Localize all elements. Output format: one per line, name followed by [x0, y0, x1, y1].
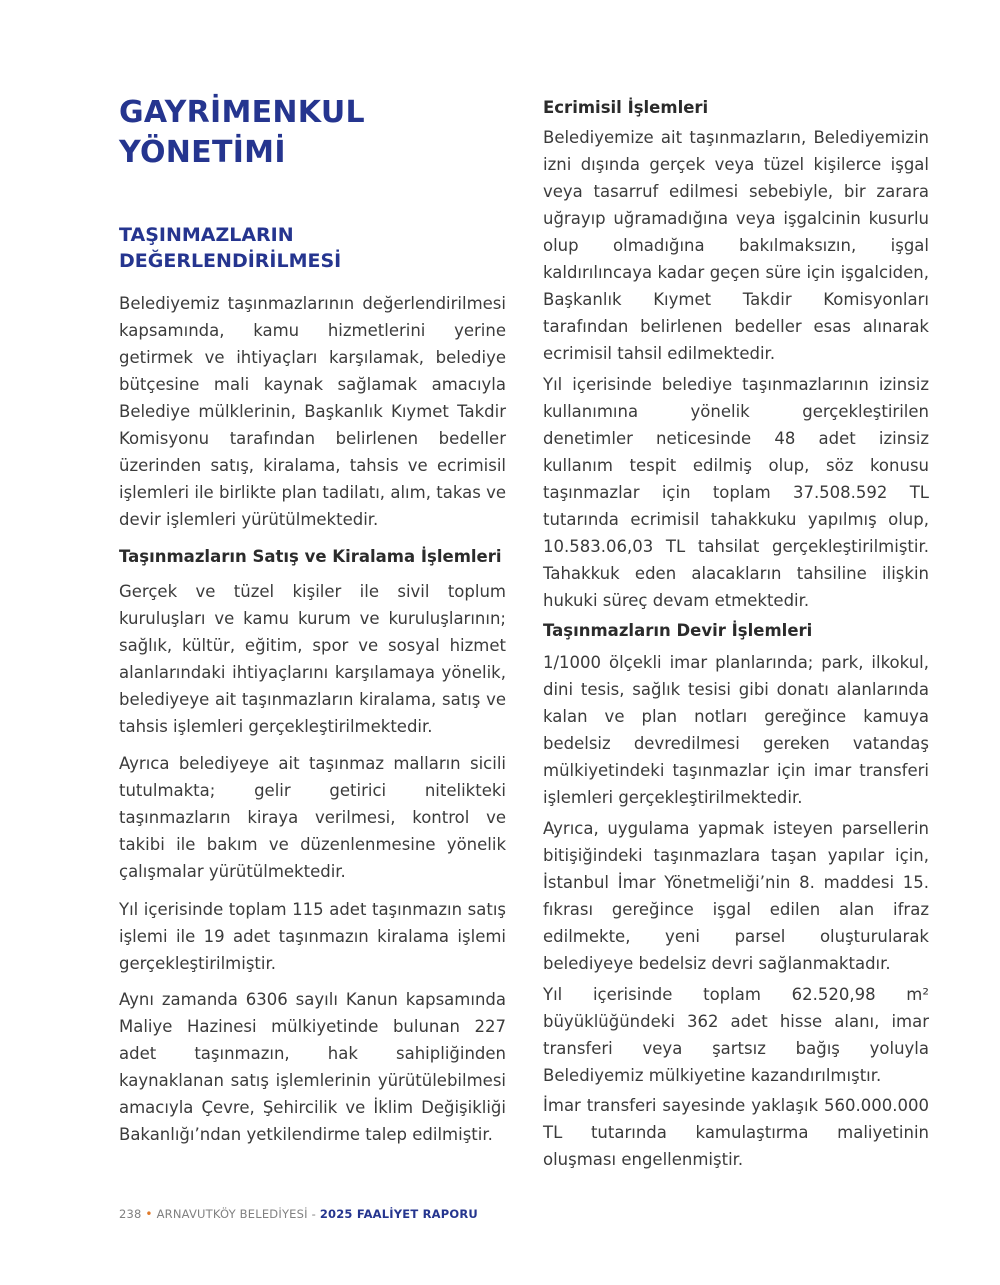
right-paragraph-1: Belediyemize ait taşınmazların, Belediyemizin izni dışında gerçek veya tüzel kişilerce işgal veya tasarruf edilmesi sebebiyle, bir zarara uğrayıp uğramadığına veya işgalcinin kusurlu olup olmadığına bakılmaksızın, işgal kaldırılıncaya kadar geçen süre için işgalciden, Başkanlık Kıymet Takdir Komisyonları tarafından belirlenen bedeller esas alınarak ecrimisil tahsil edilmektedir. — [543, 128, 929, 363]
right-paragraph-5: Yıl içerisinde toplam 62.520,98 m² büyüklüğündeki 362 adet hisse alanı, imar transferi veya şartsız bağış yoluyla Belediyemiz mülkiyetine kazandırılmıştır. — [543, 985, 929, 1085]
page-title-line1: GAYRİMENKUL — [119, 95, 365, 130]
left-paragraph-1: Belediyemiz taşınmazlarının değerlendirilmesi kapsamında, kamu hizmetlerini yerine getirmek ve ihtiyaçları karşılamak, belediye bütçesine mali kaynak sağlamak amacıyla Belediye mülklerinin, Başkanlık Kıymet Takdir Komisyonu tarafından belirlenen bedeller üzerinden satış, kiralama, tahsis ve ecrimisil işlemleri ile birlikte plan tadilatı, alım, takas ve devir işlemleri yürütülmektedir. — [119, 294, 506, 529]
footer-org: ARNAVUTKÖY BELEDİYESİ — [156, 1207, 308, 1221]
right-paragraph-4: Ayrıca, uygulama yapmak isteyen parsellerin bitişiğindeki taşınmazlara taşan yapılar için, İstanbul İmar Yönetmeliği’nin 8. maddesi 15. fıkrası gereğince işgal edilen alan ifraz edilmekte, yeni parsel oluşturularak belediyeye bedelsiz devri sağlanmaktadır. — [543, 819, 929, 973]
right-paragraph-2: Yıl içerisinde belediye taşınmazlarının izinsiz kullanımına yönelik gerçekleştirilen denetimler neticesinde 48 adet izinsiz kullanım tespit edilmiş olup, söz konusu taşınmazlar için toplam 37.508.592 TL tutarında ecrimisil tahakkuku yapılmış olup, 10.583.06,03 TL tahsilat gerçekleştirilmiştir. Tahakkuk eden alacakların tahsiline ilişkin hukuki süreç devam etmektedir. — [543, 375, 929, 610]
left-paragraph-4: Yıl içerisinde toplam 115 adet taşınmazın satış işlemi ile 19 adet taşınmazın kiralama işlemi gerçekleştirilmiştir. — [119, 900, 506, 973]
footer-dot: • — [145, 1207, 153, 1221]
page-number: 238 — [119, 1207, 142, 1221]
page-title — [119, 93, 449, 173]
right-subheading-ecrimisil: Ecrimisil İşlemleri — [543, 98, 709, 117]
right-paragraph-3: 1/1000 ölçekli imar planlarında; park, ilkokul, dini tesis, sağlık tesisi gibi donatı alanlarında kalan ve plan notları gereğince kamuya bedelsiz devredilmesi gereken vatandaş mülkiyetindeki taşınmazlar için imar transferi işlemleri gerçekleştirilmektedir. — [543, 653, 929, 807]
page-footer — [119, 1207, 478, 1221]
left-paragraph-3: Ayrıca belediyeye ait taşınmaz malların sicili tutulmakta; gelir getirici nitelikteki taşınmazların kiraya verilmesi, kontrol ve takibi ile bakım ve düzenlenmesine yönelik çalışmalar yürütülmektedir. — [119, 754, 506, 881]
left-subheading-sales: Taşınmazların Satış ve Kiralama İşlemleri — [119, 547, 502, 566]
left-paragraph-5: Aynı zamanda 6306 sayılı Kanun kapsamında Maliye Hazinesi mülkiyetinde bulunan 227 adet taşınmazın, hak sahipliğinden kaynaklanan satış işlemlerinin yürütülebilmesi amacıyla Çevre, Şehircilik ve İklim Değişikliği Bakanlığı’ndan yetkilendirme talep edilmiştir. — [119, 990, 506, 1144]
section-title-line2: DEĞERLENDİRİLMESİ — [119, 250, 342, 272]
footer-report-title: 2025 FAALİYET RAPORU — [319, 1207, 478, 1221]
page-title-line2: YÖNETİMİ — [119, 135, 286, 170]
section-title-line1: TAŞINMAZLARIN — [119, 224, 294, 246]
left-paragraph-2: Gerçek ve tüzel kişiler ile sivil toplum kuruluşları ve kamu kurum ve kuruluşlarının; sağlık, kültür, eğitim, spor ve sosyal hizmet alanlarındaki ihtiyaçlarını karşılamaya yönelik, belediyeye ait taşınmazların kiralama, satış ve tahsis işlemleri gerçekleştirilmektedir. — [119, 582, 506, 736]
section-title — [119, 222, 449, 274]
footer-dash: - — [311, 1207, 316, 1221]
right-paragraph-6: İmar transferi sayesinde yaklaşık 560.000.000 TL tutarında kamulaştırma maliyetinin oluşması engellenmiştir. — [543, 1096, 929, 1169]
right-subheading-devir: Taşınmazların Devir İşlemleri — [543, 621, 813, 640]
